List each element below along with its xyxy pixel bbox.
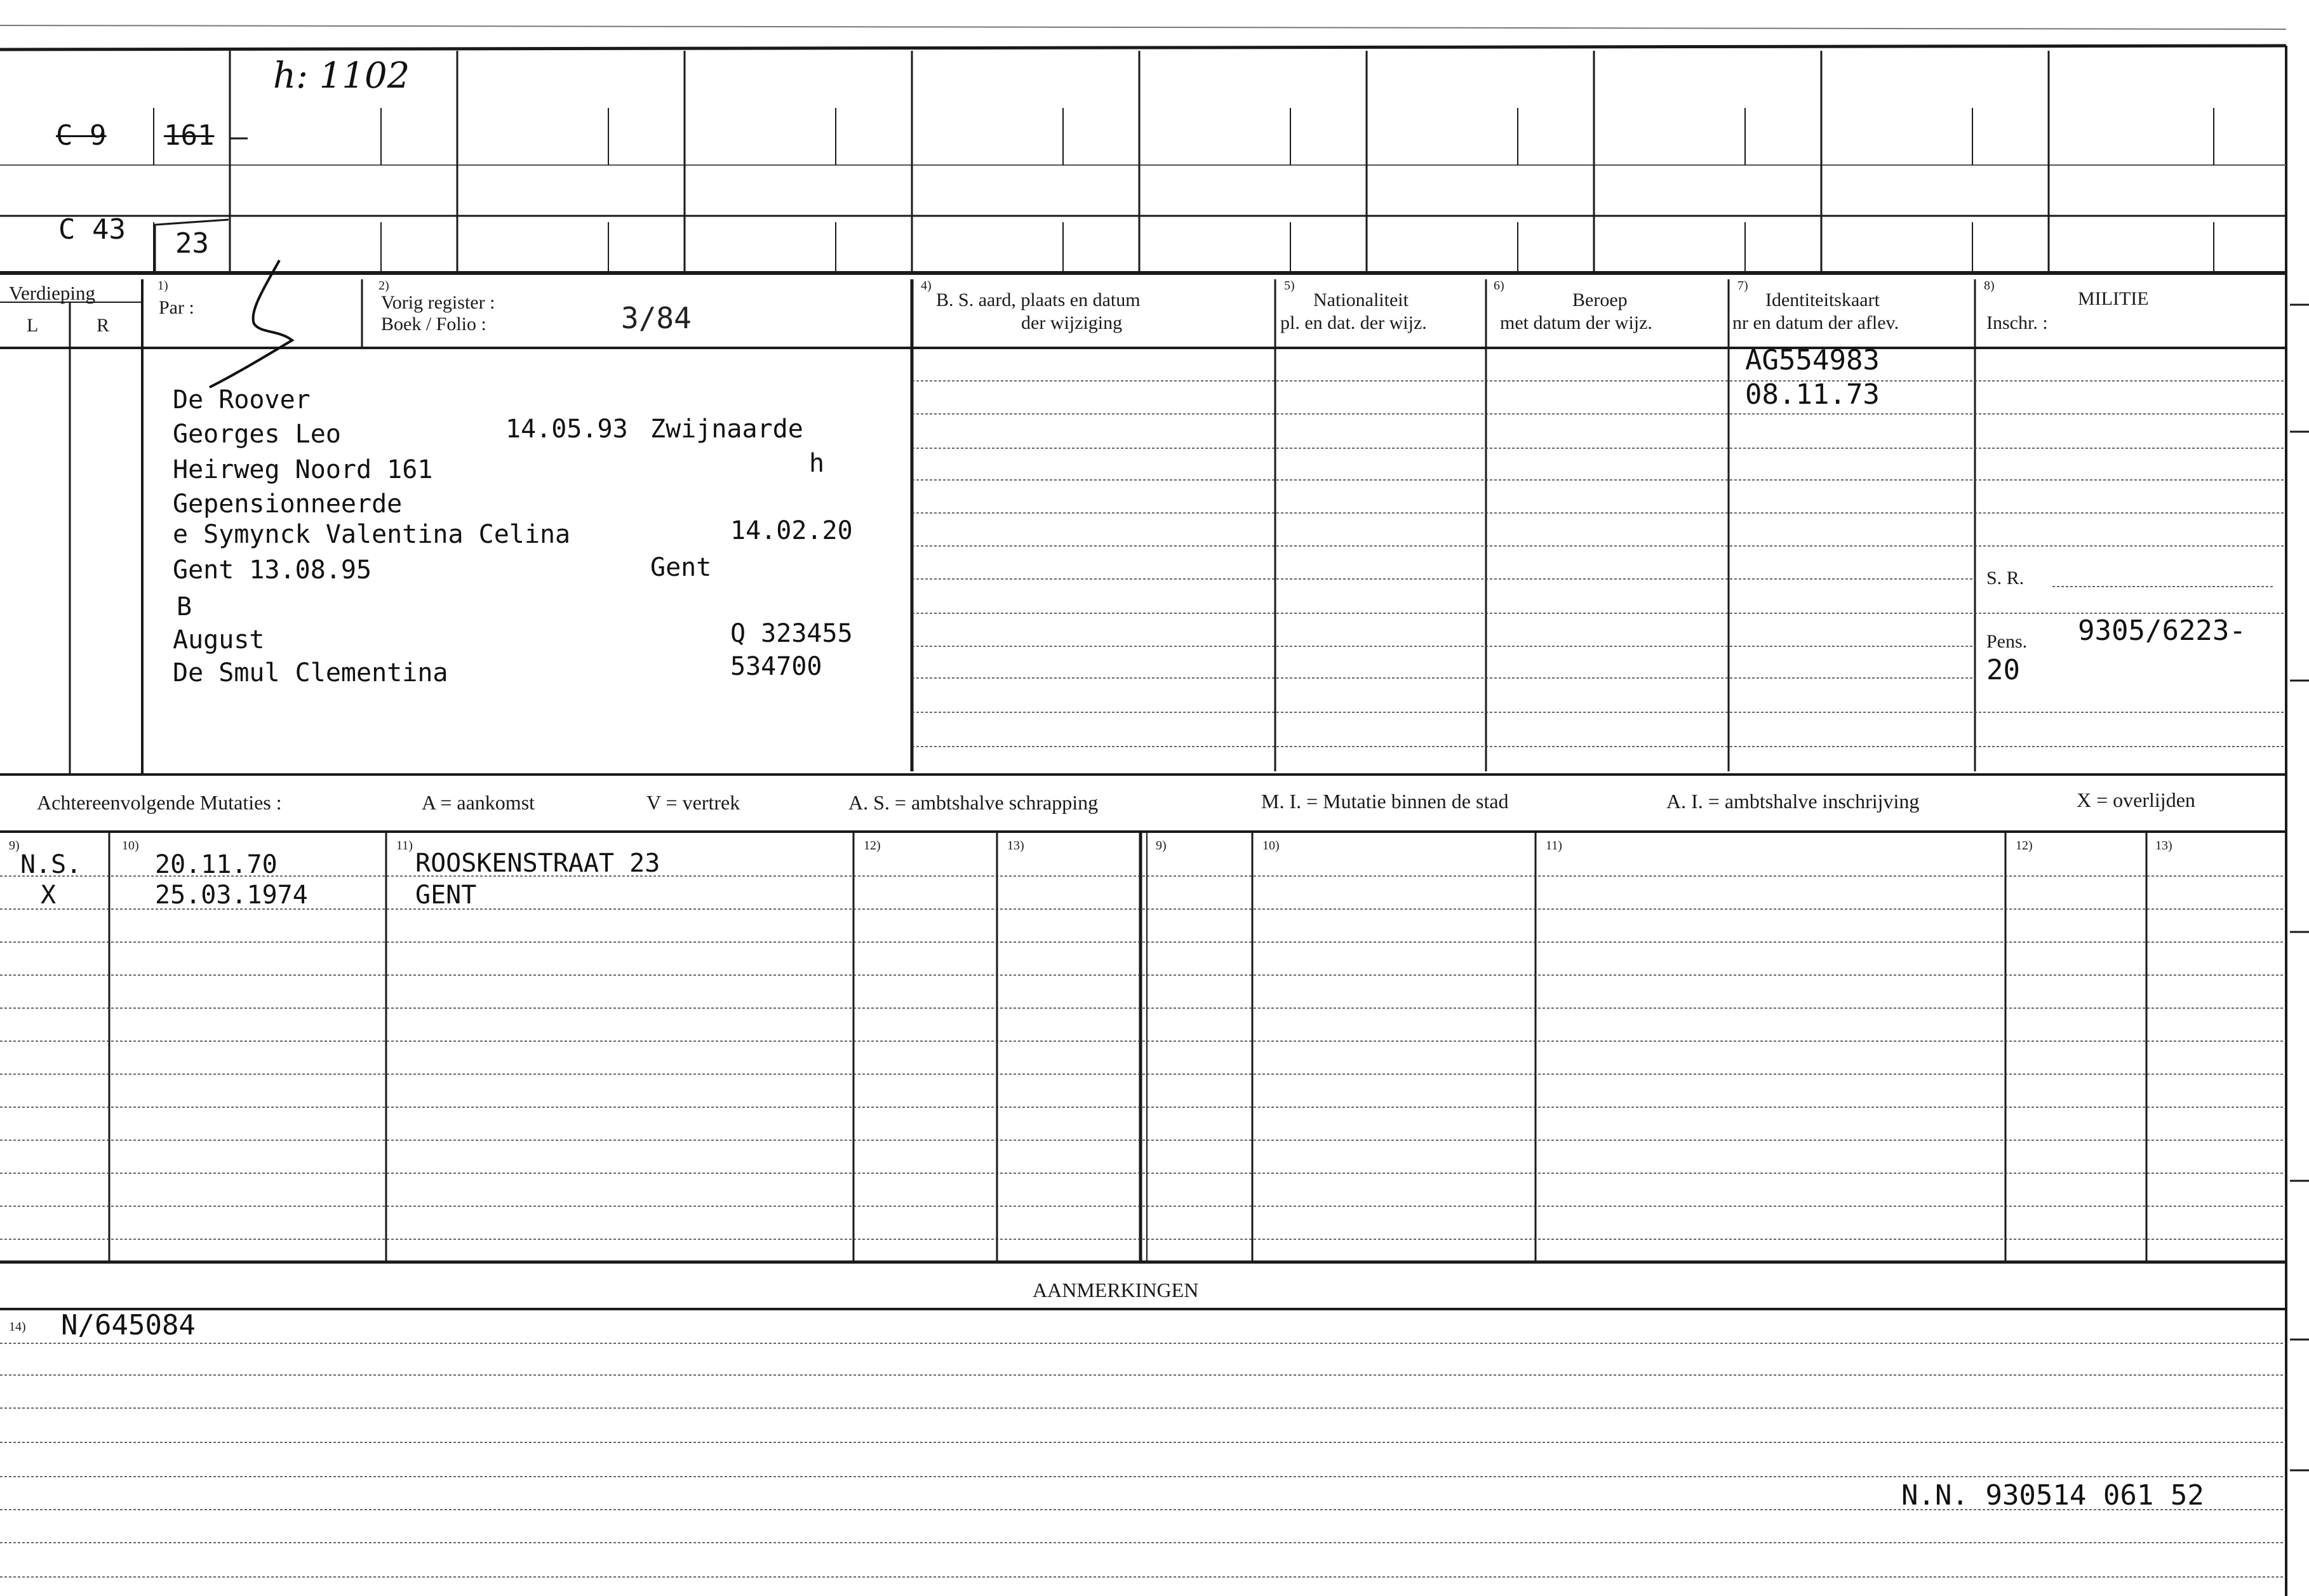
aanmerkingen-title: AANMERKINGEN [1033,1279,1199,1301]
boek-folio-value: 3/84 [621,301,692,335]
mut-col-9-left: 9) [9,839,20,853]
father-number: Q 323455 [730,619,853,648]
civil-status: B [177,592,192,622]
identiteitskaart-header-line1: Identiteitskaart [1765,289,1880,310]
first-names: Georges Leo [173,420,341,449]
new-code: C 43 [58,213,126,246]
mut-col-12-left: 12) [864,839,881,853]
field-number-2: 2) [378,279,389,293]
floor-l-label: L [27,315,39,336]
sex: h [809,449,825,478]
mutation-row-2-address: GENT [415,881,477,910]
beroep-header-line1: Beroep [1572,289,1628,310]
pension-number: 9305/6223- [2078,615,2246,647]
bs-header-line1: B. S. aard, plaats en datum [936,289,1141,310]
mutation-row-2-date: 25.03.1974 [155,881,308,910]
identiteitskaart-header-line2: nr en datum der aflev. [1732,312,1899,333]
mutation-row-1-address: ROOSKENSTRAAT 23 [415,849,660,878]
boek-folio-label: Boek / Folio : [381,314,486,335]
legend-ambtshalve-inschrijving: A. I. = ambtshalve inschrijving [1666,790,1920,813]
mother-number: 534700 [730,652,822,681]
mut-col-10-left: 10) [122,839,139,853]
floor-r-label: R [97,315,110,336]
mut-col-9-right: 9) [1156,839,1167,853]
verdieping-label: Verdieping [9,282,96,304]
field-number-6: 6) [1494,279,1504,293]
birth-place: Zwijnaarde [650,415,803,444]
inschr-label: Inschr. : [1986,312,2048,333]
father-name: August [173,625,265,655]
national-number: N.N. 930514 061 52 [1901,1479,2204,1512]
marriage: Gent 13.08.95 [173,555,372,585]
mut-col-12-right: 12) [2016,839,2033,853]
surname: De Roover [173,385,311,415]
legend-aankomst: A = aankomst [422,791,535,814]
field-number-5: 5) [1284,279,1295,293]
spouse-name: e Symynck Valentina Celina [173,520,571,549]
marriage-place: Gent [650,553,712,582]
mutation-row-1-date: 20.11.70 [155,850,278,879]
mut-col-13-right: 13) [2155,839,2172,853]
beroep-header-line2: met datum der wijz. [1500,312,1652,333]
par-label: Par : [159,297,194,318]
field-number-1: 1) [157,279,168,293]
remarks-value: N/645084 [61,1309,196,1341]
handwritten-number: h: 1102 [273,55,410,96]
id-card-number: AG554983 [1745,344,1880,376]
pens-label: Pens. [1986,631,2028,652]
birth-date: 14.05.93 [505,415,628,444]
legend-overlijden: X = overlijden [2077,788,2195,811]
field-number-8: 8) [1984,279,1995,293]
field-number-14: 14) [9,1320,26,1334]
legend-mutatie-binnen-stad: M. I. = Mutatie binnen de stad [1261,790,1509,813]
mut-col-11-left: 11) [396,839,413,853]
new-number: 23 [175,227,209,260]
nationaliteit-header-line1: Nationaliteit [1313,289,1409,310]
legend-vertrek: V = vertrek [646,791,740,814]
mother-name: De Smul Clementina [173,658,448,688]
militie-header: MILITIE [2078,288,2149,309]
vorig-register-label: Vorig register : [381,292,495,313]
mut-col-13-left: 13) [1007,839,1024,853]
address: Heirweg Noord 161 [173,455,433,484]
nationaliteit-header-line2: pl. en dat. der wijz. [1280,312,1427,333]
occupation: Gepensionneerde [173,489,403,519]
spouse-birth-date: 14.02.20 [730,516,853,545]
legend-ambtshalve-schrapping: A. S. = ambtshalve schrapping [848,791,1099,814]
field-number-7: 7) [1737,279,1748,293]
old-number: 161 [164,119,215,152]
mut-col-10-right: 10) [1262,839,1280,853]
bs-header-line2: der wijziging [1021,312,1123,333]
mutaties-title: Achtereenvolgende Mutaties : [37,791,282,814]
mutation-row-1-code: N.S. [20,850,82,879]
id-card-date: 08.11.73 [1745,378,1880,411]
old-code: C 9 [56,119,107,152]
mutation-row-2-code: X [41,881,57,910]
pension-number-cont: 20 [1986,654,2020,686]
field-number-4: 4) [921,279,932,293]
mut-col-11-right: 11) [1546,839,1562,853]
sr-label: S. R. [1986,568,2025,589]
